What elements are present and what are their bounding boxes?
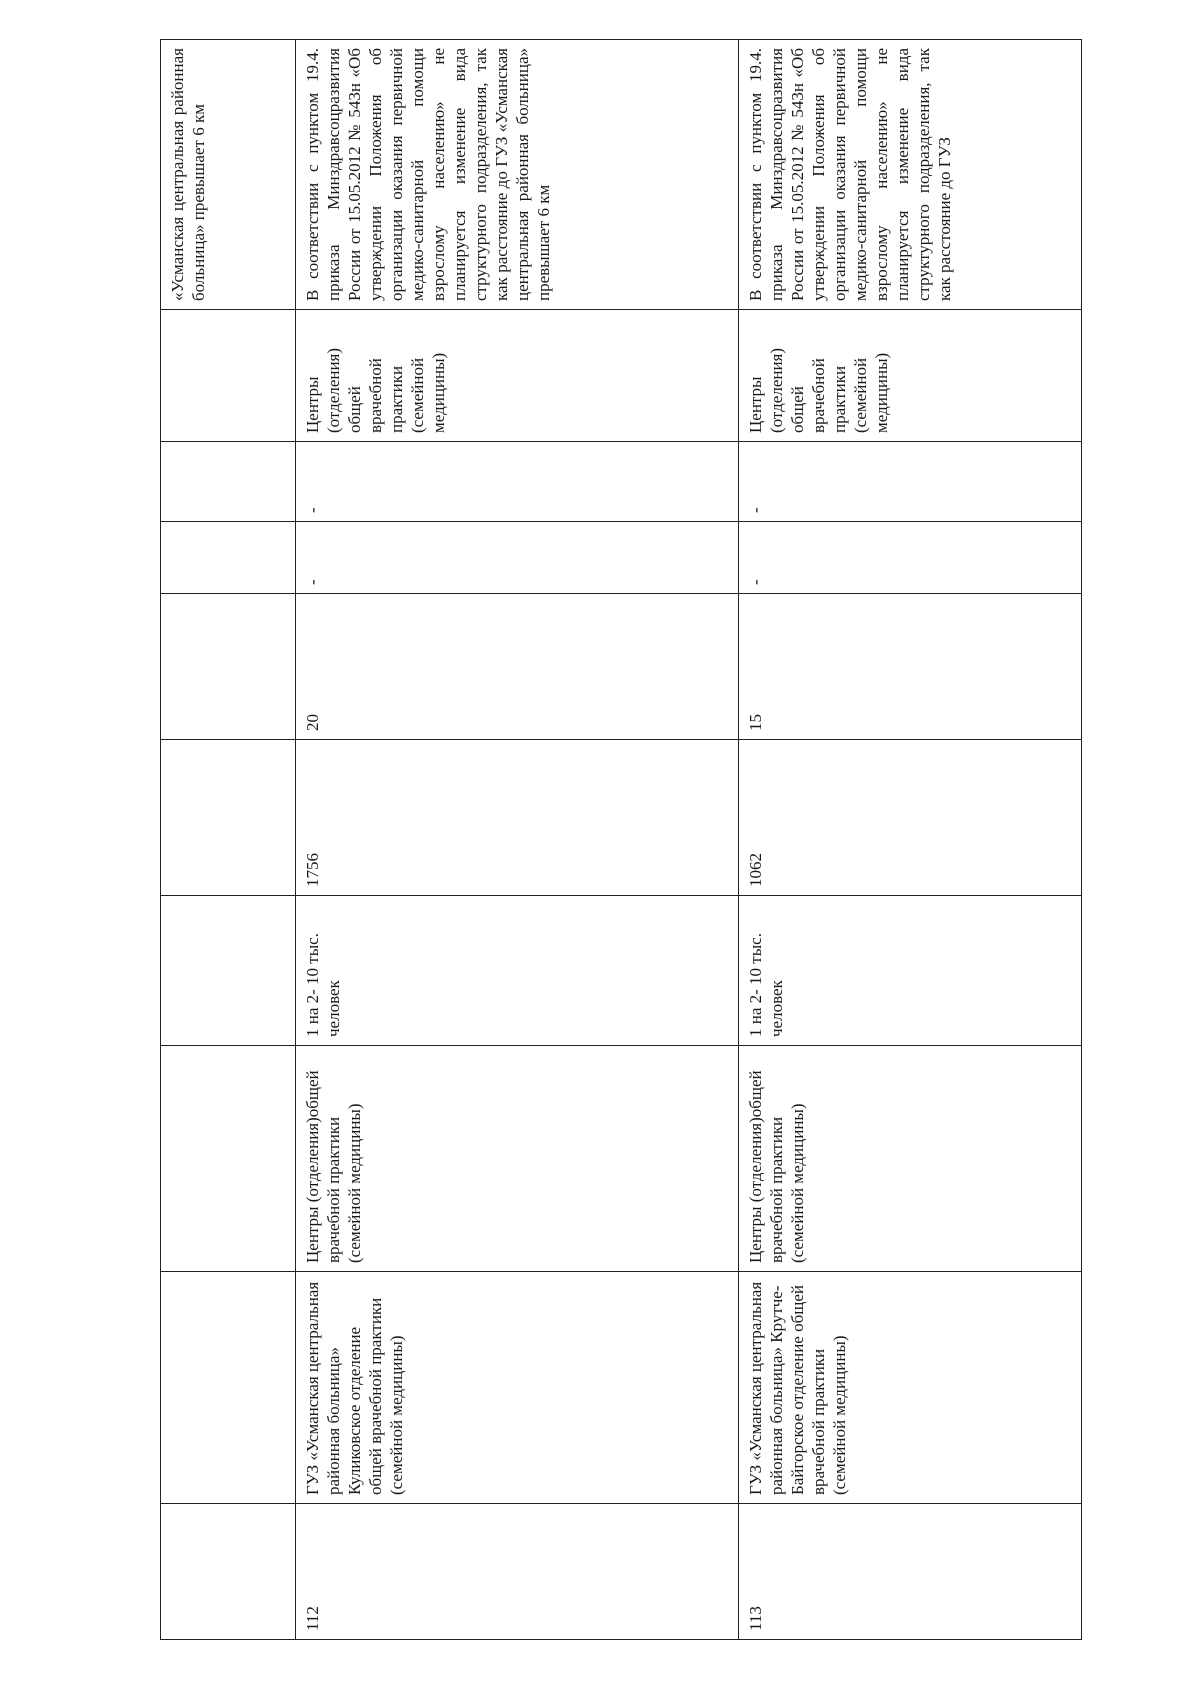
cell-recommended-unit — [161, 310, 296, 442]
cell-institution: ГУЗ «Усманская центральная районная больница» Куликовское отделение общей врачебной практики (семейной медицины) — [296, 1272, 739, 1504]
cell-recommended-unit: Центры (отделения) общей врачебной практики (семейной медицины) — [296, 310, 739, 442]
cell-col7: - — [296, 522, 739, 594]
cell-distance: 15 — [739, 594, 1082, 740]
cell-number — [161, 1504, 296, 1640]
cell-col8: - — [739, 442, 1082, 522]
cell-justification — [161, 40, 296, 310]
cell-col7 — [161, 522, 296, 594]
cell-number: 113 — [739, 1504, 1082, 1640]
cell-col8 — [161, 442, 296, 522]
table-row — [739, 40, 1082, 1640]
table-row-continuation — [161, 40, 296, 1640]
cell-institution: ГУЗ «Усманская центральная районная больница» Крутче-Байгорское отделение общей врачебной практики (семейной медицины) — [739, 1272, 1082, 1504]
cell-justification — [739, 40, 1082, 310]
cell-norm: 1 на 2- 10 тыс. человек — [296, 896, 739, 1046]
justification-text: «Усманская центральная районная больница» превышает 6 км — [168, 48, 208, 301]
cell-distance: 20 — [296, 594, 739, 740]
cell-justification: В соответствии с пунктом 19.4. приказа Минздравсоцразвития России от 15.05.2012 № 543н «Об утверждении Положения об организации оказания первичной медико-санитарной помощи взрослому населению» не планируется изменение вида структурного подразделения, так как расстояние до ГУЗ «Усманская центральная районная больница» превышает 6 км — [296, 40, 739, 310]
table-row — [296, 40, 739, 1640]
rotated-table-sheet — [160, 40, 1120, 1640]
cell-population — [161, 740, 296, 896]
cell-unit-type: Центры (отделения)общей врачебной практики (семейной медицины) — [739, 1046, 1082, 1272]
cell-unit-type — [161, 1046, 296, 1272]
cell-col8: - — [296, 442, 739, 522]
cell-norm — [161, 896, 296, 1046]
cell-population: 1062 — [739, 740, 1082, 896]
cell-institution — [161, 1272, 296, 1504]
facilities-table — [160, 39, 1082, 1640]
justification-text: В соответствии с пунктом 19.4. приказа Минздравсоцразвития России от 15.05.2012 № 543н «Об утверждении Положения об организации оказания первичной медико-санитарной помощи взрослому населению» не планируется изменение вида структурного подразделения, так как расстояние до ГУЗ — [746, 48, 954, 301]
cell-norm: 1 на 2- 10 тыс. человек — [739, 896, 1082, 1046]
cell-col7: - — [739, 522, 1082, 594]
cell-population: 1756 — [296, 740, 739, 896]
cell-number: 112 — [296, 1504, 739, 1640]
cell-recommended-unit: Центры (отделения) общей врачебной практики (семейной медицины) — [739, 310, 1082, 442]
cell-unit-type: Центры (отделения)общей врачебной практики (семейной медицины) — [296, 1046, 739, 1272]
cell-distance — [161, 594, 296, 740]
